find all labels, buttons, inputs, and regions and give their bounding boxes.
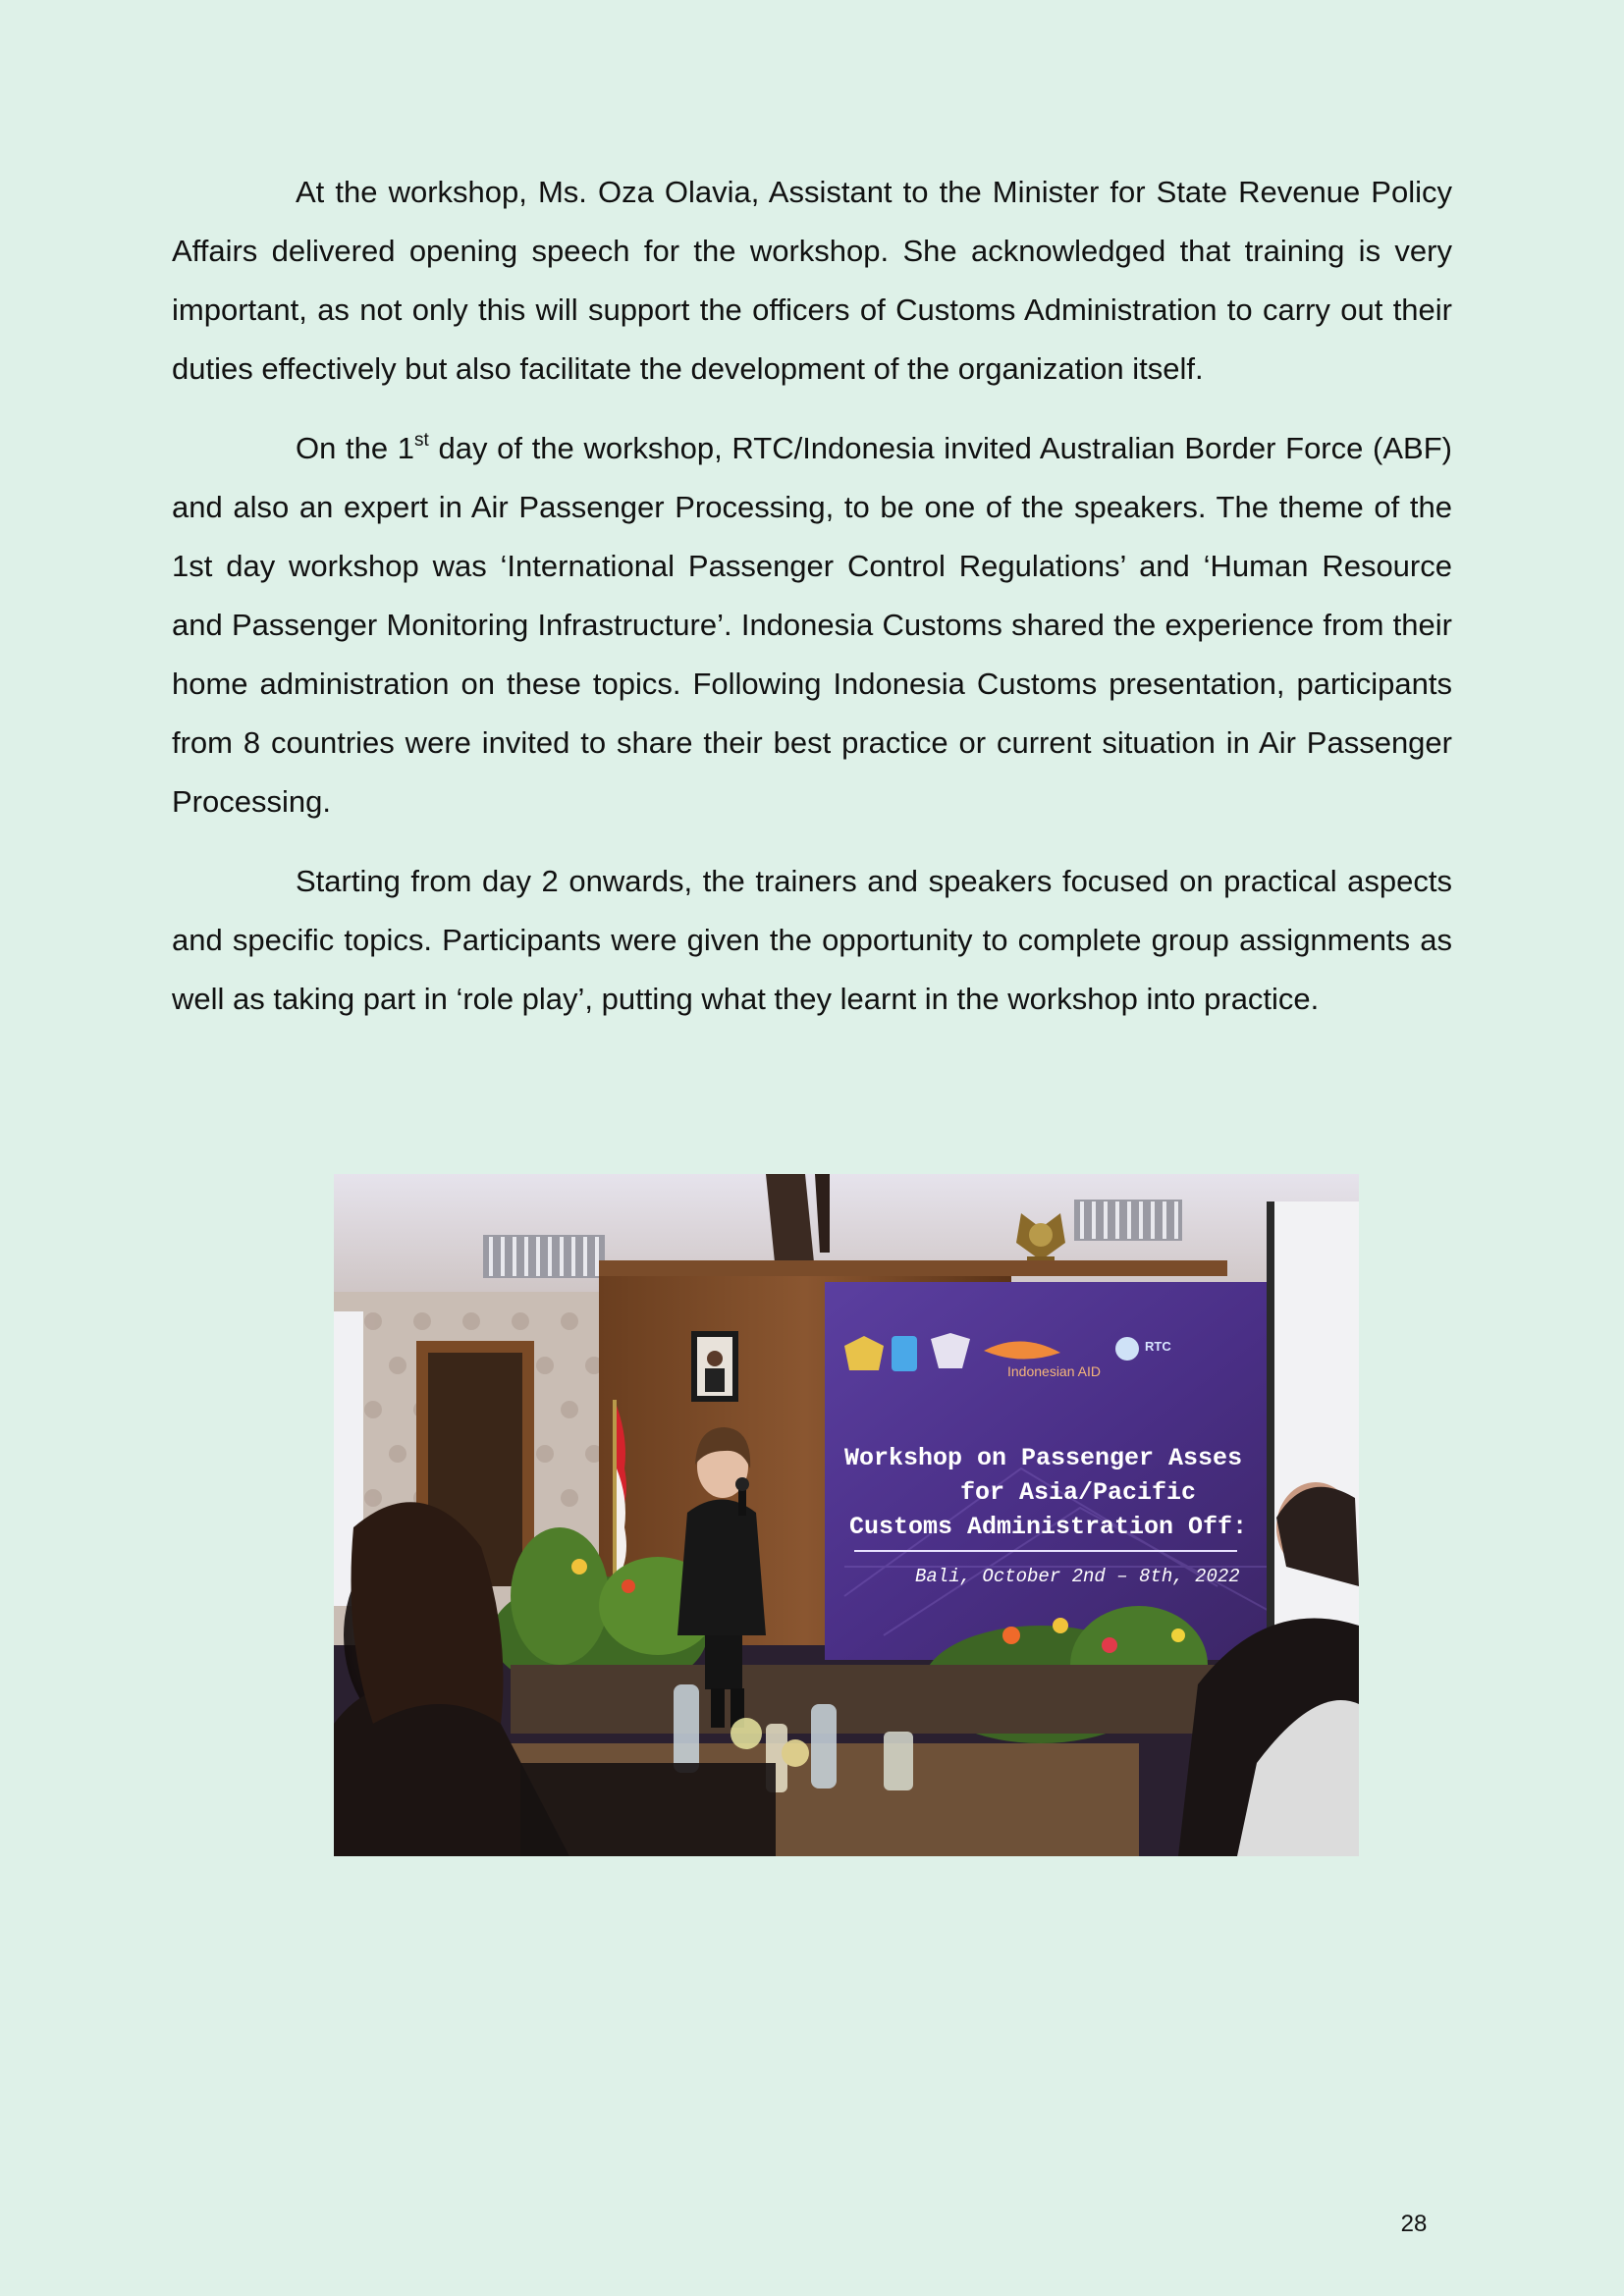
air-vent-left (483, 1235, 605, 1278)
ordinal-suffix: st (414, 430, 429, 451)
banner-title-line-2: for Asia/Pacific (960, 1478, 1197, 1507)
paragraph-day-one (172, 419, 1452, 831)
banner-title-line-1: Workshop on Passenger Asses (844, 1444, 1243, 1472)
body-text (172, 163, 1452, 1049)
banner-date: Bali, October 2nd – 8th, 2022 (915, 1566, 1240, 1587)
banner-aid-text: Indonesian AID (1007, 1363, 1101, 1379)
paragraph-day-two: Starting from day 2 onwards, the trainers and speakers focused on practical aspects and specific topics. Participants were given the opportunity to complete group assignments as well as taking part in ‘role play’, putting what they learnt in the workshop into practice. (172, 864, 1452, 1016)
air-vent-right (1074, 1200, 1182, 1241)
portrait-frame (691, 1331, 738, 1402)
paragraph-day-one-rest: day of the workshop, RTC/Indonesia invited Australian Border Force (ABF) and also an expert in Air Passenger Processing, to be one of the speakers. The theme of the 1st day workshop was ‘International Passenger Control Regulations’ and ‘Human Resource and Passenger Monitoring Infrastructure’. Indonesia Customs shared the experience from their home administration on these topics. Following Indonesia Customs presentation, participants from 8 countries were invited to share their best practice or current situation in Air Passenger Processing. (172, 431, 1452, 819)
banner-title-line-3: Customs Administration Off: (849, 1513, 1248, 1541)
workshop-photo-illustration (334, 1174, 1359, 1856)
paragraph-day-one-start: On the 1 (296, 431, 415, 465)
banner-rtc-text: RTC (1145, 1339, 1171, 1354)
workshop-photo (334, 1174, 1359, 1856)
page-number: 28 (1400, 2211, 1428, 2237)
paragraph-opening-speech: At the workshop, Ms. Oza Olavia, Assistant to the Minister for State Revenue Policy Affairs delivered opening speech for the workshop. She acknowledged that training is very important, as not only this will support the officers of Customs Administration to carry out their duties effectively but also facilitate the development of the organization itself. (172, 175, 1452, 386)
